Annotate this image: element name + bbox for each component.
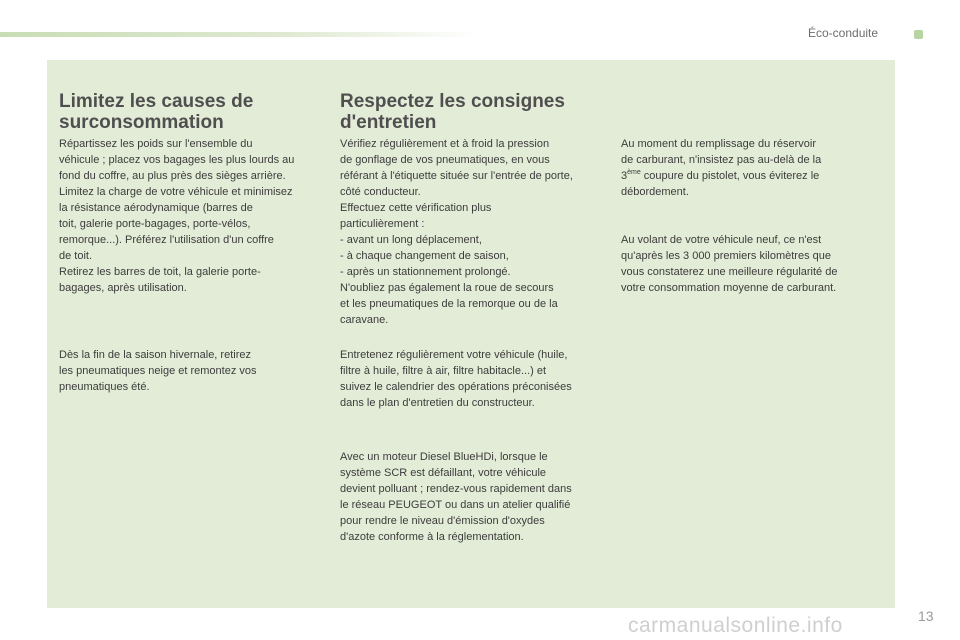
ordinal-suffix: ème (627, 169, 641, 176)
ordinal-number: 3 (621, 170, 628, 182)
header-accent-bar (0, 32, 480, 37)
new-vehicle-paragraph: Au volant de votre véhicule neuf, ce n'est qu'après les 3 000 premiers kilomètres que vous constaterez une meilleure régularité de votre consommation moyenne de carburant. (621, 234, 838, 294)
fuel-fill-line-3: coupure du pistolet, vous éviterez le (640, 170, 820, 182)
fuel-fill-line-2: de carburant, n'insistez pas au-delà de la (621, 154, 822, 166)
page-number: 13 (918, 608, 934, 624)
fuel-fill-paragraph (621, 136, 881, 200)
middle-heading: Respectez les consignes d'entretien (340, 91, 565, 133)
fuel-fill-line-1: Au moment du remplissage du réservoir (621, 138, 817, 150)
bluehdi-paragraph: Avec un moteur Diesel BlueHDi, lorsque le système SCR est défaillant, votre véhicule devient polluant ; rendez-vous rapidement dans le réseau PEUGEOT ou dans un atelier qualifié pour rendre le niveau d'émission d'oxydes d'azote conforme à la réglementation. (340, 451, 572, 543)
fuel-fill-line-4: débordement. (621, 186, 689, 198)
load-paragraph: Répartissez les poids sur l'ensemble du véhicule ; placez vos bagages les plus lourds au fond du coffre, au plus près des sièges arrière. Limitez la charge de votre véhicule et minimisez la résistance aérodynamique (barres de toit, galerie porte-bagages, porte-vélos, remorque...). Préférez l'utilisation d'un coffre de toit. Retirez les barres de toit, la galerie porte- bagages, après utilisation. (59, 138, 295, 294)
watermark: carmanualsonline.info (628, 614, 843, 637)
tyre-pressure-paragraph: Vérifiez régulièrement et à froid la pression de gonflage de vos pneumatiques, en vous référant à l'étiquette située sur l'entrée de porte, côté conducteur. Effectuez cette vérification plus particulièrement : - avant un long déplacement, - à chaque changement de saison, - après un stationnement prolongé. N'oubliez pas également la roue de secours et les pneumatiques de la remorque ou de la caravane. (340, 138, 573, 326)
left-heading: Limitez les causes de surconsommation (59, 91, 254, 133)
section-marker-icon (914, 30, 923, 39)
winter-tyres-paragraph: Dès la fin de la saison hivernale, retirez les pneumatiques neige et remontez vos pneumatiques été. (59, 349, 257, 393)
maintenance-paragraph: Entretenez régulièrement votre véhicule (huile, filtre à huile, filtre à air, filtre habitacle...) et suivez le calendrier des opérations préconisées dans le plan d'entretien du constructeur. (340, 349, 572, 409)
section-title: Éco-conduite (808, 26, 879, 40)
